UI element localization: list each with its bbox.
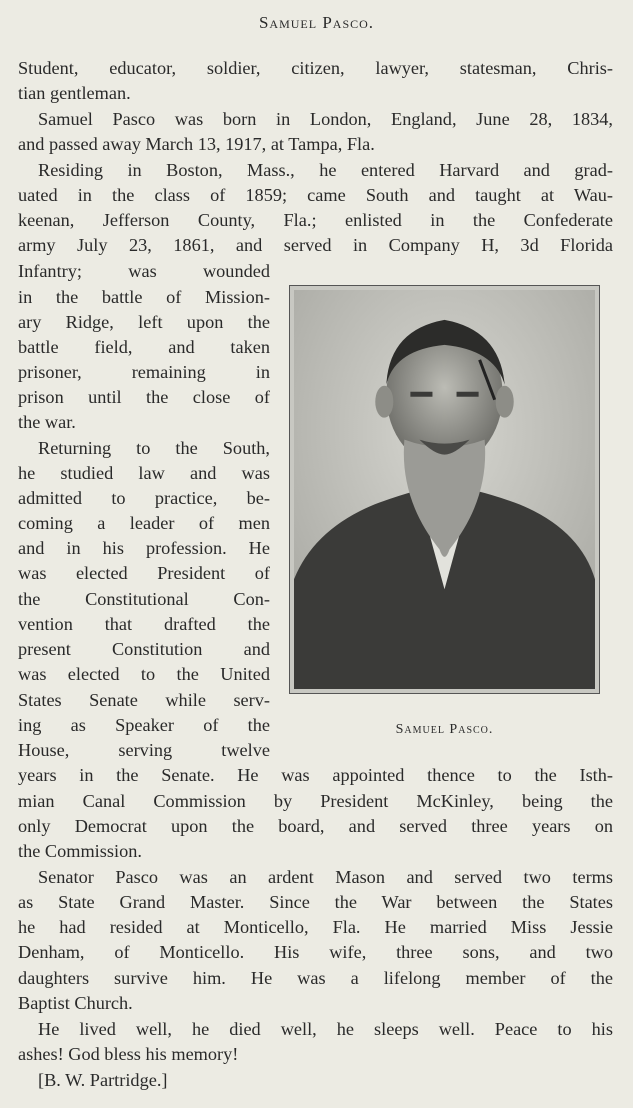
text-line: uated in the class of 1859; came South and taught at Wau- (18, 185, 613, 205)
text-line: ashes! God bless his memory! (18, 1044, 239, 1064)
text-line: tian gentleman. (18, 83, 131, 103)
text-line: army July 23, 1861, and served in Company H, 3d Florida (18, 235, 613, 255)
text-line: battle field, and taken (18, 337, 270, 357)
text-line: years in the Senate. He was appointed thence to the Isth- (18, 765, 613, 785)
text-line: Senator Pasco was an ardent Mason and served two terms (38, 867, 613, 887)
text-line: keenan, Jefferson County, Fla.; enlisted in the Confederate (18, 210, 613, 230)
text-line: in the battle of Mission- (18, 287, 270, 307)
portrait-photo (289, 285, 600, 694)
text-line: Returning to the South, (38, 438, 270, 458)
text-line: and in his profession. He (18, 538, 270, 558)
text-line: [B. W. Partridge.] (38, 1070, 168, 1090)
text-line: Samuel Pasco was born in London, England, June 28, 1834, (38, 109, 613, 129)
text-line: prison until the close of (18, 387, 270, 407)
text-line: was elected to the United (18, 664, 270, 684)
text-line: admitted to practice, be- (18, 488, 270, 508)
text-line: mian Canal Commission by President McKinley, being the (18, 791, 613, 811)
text-line: ing as Speaker of the (18, 715, 270, 735)
text-line: was elected President of (18, 563, 270, 583)
text-line: States Senate while serv- (18, 690, 270, 710)
text-line: the Commission. (18, 841, 142, 861)
text-line: as State Grand Master. Since the War between the States (18, 892, 613, 912)
text-line: the Constitutional Con- (18, 589, 270, 609)
text-line: vention that drafted the (18, 614, 270, 634)
text-line: ary Ridge, left upon the (18, 312, 270, 332)
text-line: Baptist Church. (18, 993, 133, 1013)
text-line: the war. (18, 412, 76, 432)
text-line: Denham, of Monticello. His wife, three sons, and two (18, 942, 613, 962)
text-line: Infantry; was wounded (18, 261, 270, 281)
text-line: daughters survive him. He was a lifelong member of the (18, 968, 613, 988)
text-line: he had resided at Monticello, Fla. He married Miss Jessie (18, 917, 613, 937)
text-line: and passed away March 13, 1917, at Tampa, Fla. (18, 134, 375, 154)
text-line: Residing in Boston, Mass., he entered Harvard and grad- (38, 160, 613, 180)
text-line: present Constitution and (18, 639, 270, 659)
text-line: only Democrat upon the board, and served three years on (18, 816, 613, 836)
text-line: coming a leader of men (18, 513, 270, 533)
text-line: He lived well, he died well, he sleeps well. Peace to his (38, 1019, 613, 1039)
text-line: Student, educator, soldier, citizen, lawyer, statesman, Chris- (18, 58, 613, 78)
portrait-caption: Samuel Pasco. (395, 722, 494, 737)
text-line: prisoner, remaining in (18, 362, 270, 382)
portrait-image (294, 290, 595, 689)
text-line: he studied law and was (18, 463, 270, 483)
text-line: House, serving twelve (18, 740, 270, 760)
page-title: Samuel Pasco. (258, 13, 375, 32)
